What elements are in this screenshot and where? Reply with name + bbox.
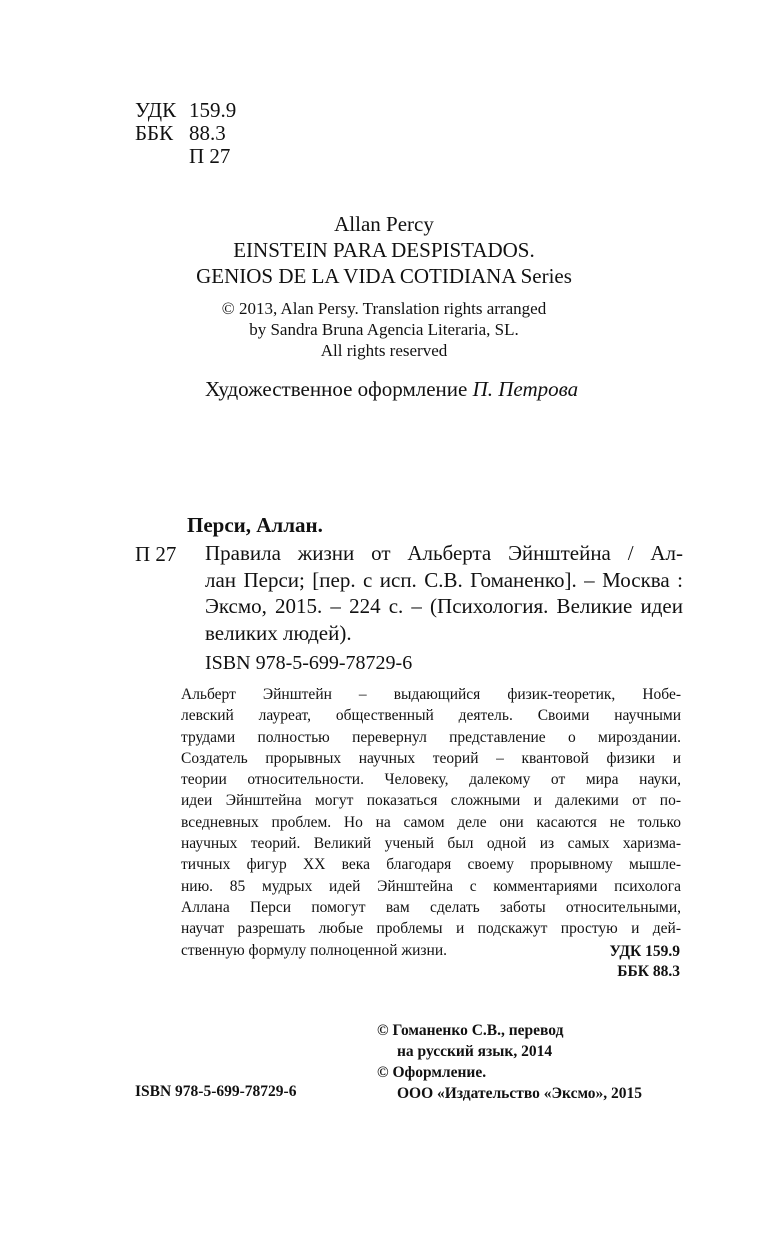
original-author: Allan Percy: [334, 212, 434, 236]
art-design-label: Художественное оформление: [205, 377, 468, 401]
annotation-line: научат разрешать любые проблемы и подскажут простую и дей-: [181, 920, 681, 938]
bbk-value: 88.3: [189, 121, 226, 145]
original-title: EINSTEIN PARA DESPISTADOS.: [233, 238, 535, 262]
copyright-translation-line-2: на русский язык, 2014: [397, 1043, 553, 1060]
annotation-line: научных теорий. Великий ученый был одной из самых харизма-: [181, 835, 681, 853]
bbk-repeat: ББК 88.3: [617, 963, 680, 980]
art-design-name: П. Петрова: [472, 377, 579, 401]
original-title-block: [0, 211, 768, 289]
copyright-line: by Sandra Bruna Agencia Literaria, SL.: [249, 320, 519, 339]
bib-author-heading: Перси, Аллан.: [187, 513, 323, 537]
isbn-bottom: ISBN 978-5-699-78729-6: [135, 1083, 297, 1100]
art-design-credit: [205, 376, 578, 402]
annotation-line: ственную формулу полноценной жизни.: [181, 941, 447, 959]
copyright-design-line-2: ООО «Издательство «Эксмо», 2015: [397, 1085, 643, 1102]
annotation-line: Аллана Перси помогут вам сделать заботы относительными,: [181, 898, 681, 916]
udk-label: УДК: [135, 98, 177, 122]
copyright-translation-line-1: © Гоманенко С.В., перевод: [377, 1022, 564, 1039]
bib-line: великих людей).: [205, 620, 352, 645]
original-copyright-block: [0, 298, 768, 361]
annotation-line: тичных фигур ХХ века благодаря своему прорывному мышле-: [181, 856, 681, 874]
bib-line: Эксмо, 2015. – 224 с. – (Психология. Великие идеи: [205, 594, 683, 618]
annotation-line: Альберт Эйнштейн – выдающийся физик-теоретик, Нобе-: [181, 686, 681, 703]
bib-code: П 27: [135, 542, 177, 566]
bib-line: лан Перси; [пер. с исп. С.В. Гоманенко]. – Москва :: [205, 567, 683, 592]
udk-value: 159.9: [189, 98, 237, 122]
copyright-translation: [377, 1020, 563, 1083]
annotation-line: вседневных проблем. Но на самом деле они касаются не только: [181, 813, 681, 831]
annotation-line: идеи Эйнштейна могут показаться сложными и далекими от по-: [181, 792, 681, 810]
copyright-line: © 2013, Alan Persy. Translation rights arranged: [221, 299, 547, 318]
annotation-line: нию. 85 мудрых идей Эйнштейна с комментариями психолога: [181, 877, 681, 895]
bib-description: [205, 540, 683, 646]
annotation-line: теории относительности. Человеку, далекому от мира науки,: [181, 771, 681, 789]
bib-isbn: ISBN 978-5-699-78729-6: [205, 652, 413, 674]
codes-repeat: [560, 942, 680, 982]
annotation-line: трудами полностью перевернул представление о мироздании.: [181, 728, 681, 746]
author-mark: П 27: [189, 144, 231, 168]
copyright-design-line-1: © Оформление.: [377, 1064, 487, 1081]
annotation-line: Создатель прорывных научных теорий – квантовой физики и: [181, 749, 681, 767]
bbk-label: ББК: [135, 121, 174, 145]
original-series: GENIOS DE LA VIDA COTIDIANA Series: [196, 264, 572, 288]
copyright-line: All rights reserved: [320, 341, 448, 360]
bib-line: Правила жизни от Альберта Эйнштейна / Ал-: [205, 541, 683, 565]
annotation-line: левский лауреат, общественный деятель. Своими научными: [181, 707, 681, 725]
annotation: [181, 684, 681, 961]
udk-repeat: УДК 159.9: [609, 943, 680, 960]
